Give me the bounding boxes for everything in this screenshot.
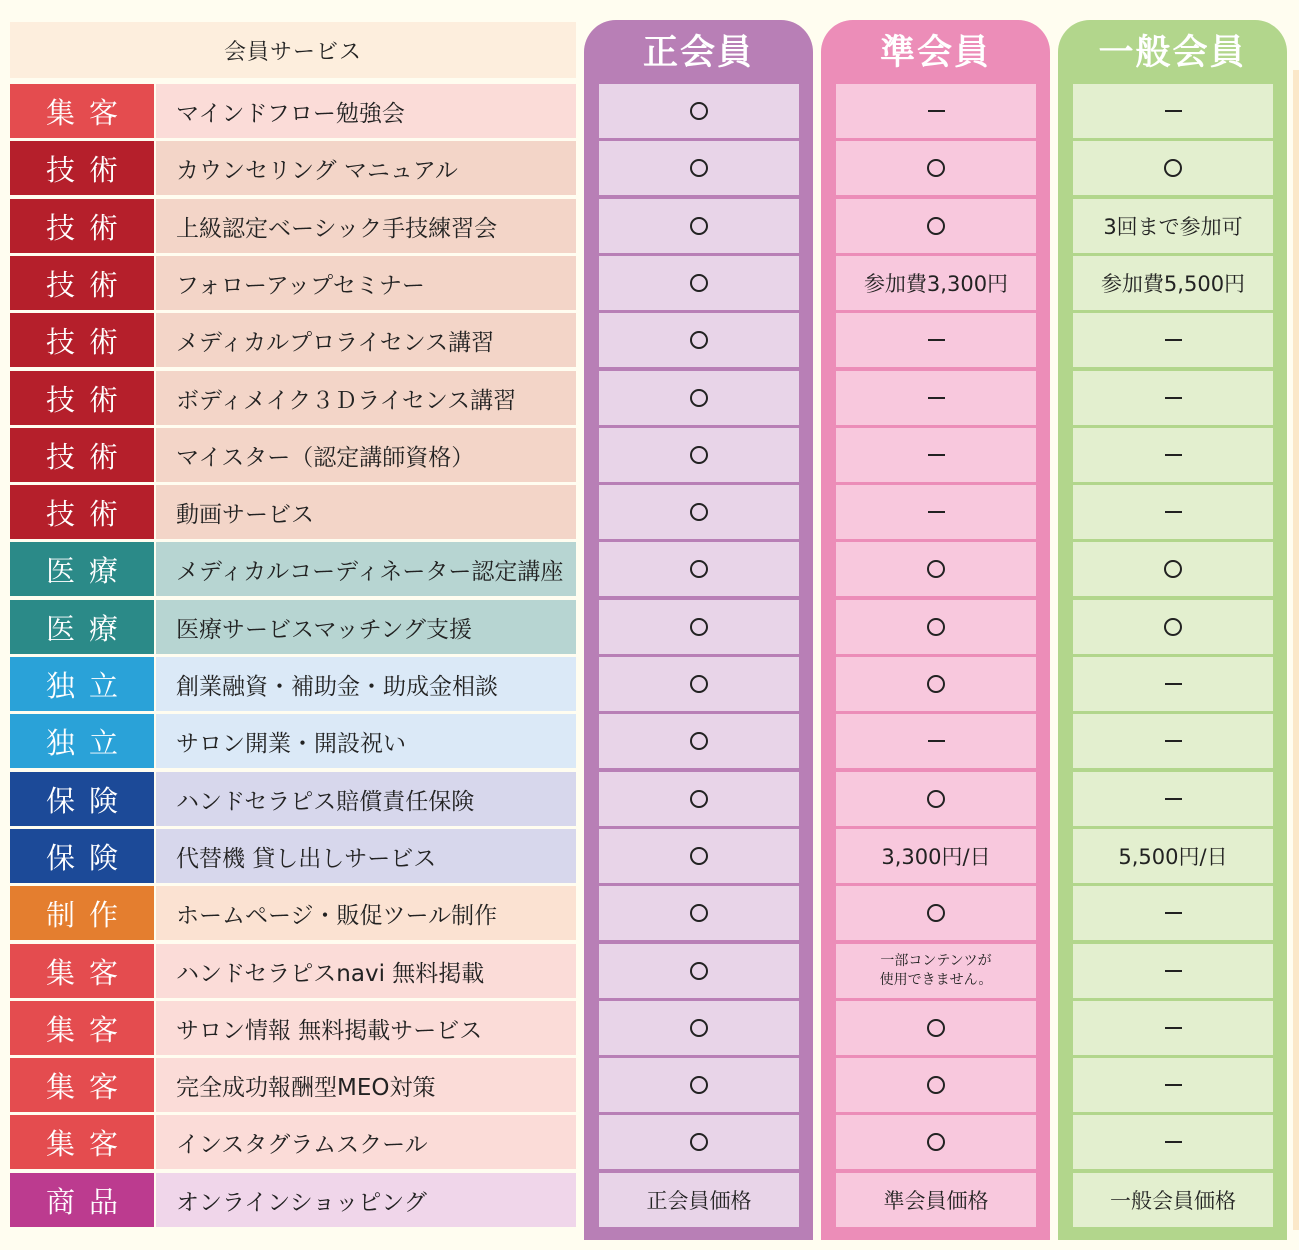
circle-mark-icon — [927, 675, 945, 693]
service-name: 動画サービス — [156, 485, 576, 539]
service-name: マインドフロー勉強会 — [156, 84, 576, 138]
decorative-strip — [1293, 70, 1299, 1230]
category-label: 医療 — [10, 542, 154, 596]
cell-general-available — [1073, 141, 1273, 195]
circle-mark-icon — [690, 675, 708, 693]
cell-general-available — [1073, 542, 1273, 596]
service-name: マイスター（認定講師資格） — [156, 428, 576, 482]
circle-mark-icon — [690, 560, 708, 578]
circle-mark-icon — [690, 102, 708, 120]
cell-general-unavailable — [1073, 772, 1273, 826]
service-name: 医療サービスマッチング支援 — [156, 600, 576, 654]
service-name: サロン情報 無料掲載サービス — [156, 1001, 576, 1055]
circle-mark-icon — [1164, 159, 1182, 177]
category-label: 技術 — [10, 256, 154, 310]
category-label: 技術 — [10, 428, 154, 482]
circle-mark-icon — [927, 1019, 945, 1037]
cell-assoc-text: 3,300円/日 — [836, 829, 1036, 883]
category-label: 技術 — [10, 141, 154, 195]
dash-mark-icon — [1165, 511, 1182, 513]
dash-mark-icon — [1165, 339, 1182, 341]
service-name: 創業融資・補助金・助成金相談 — [156, 657, 576, 711]
category-label: 集客 — [10, 1115, 154, 1169]
cell-assoc-unavailable — [836, 84, 1036, 138]
cell-full-available — [599, 600, 799, 654]
cell-assoc-text: 参加費3,300円 — [836, 256, 1036, 310]
service-name: メディカルプロライセンス講習 — [156, 313, 576, 367]
dash-mark-icon — [1165, 397, 1182, 399]
circle-mark-icon — [690, 1076, 708, 1094]
cell-general-unavailable — [1073, 313, 1273, 367]
circle-mark-icon — [927, 159, 945, 177]
dash-mark-icon — [928, 397, 945, 399]
dash-mark-icon — [928, 740, 945, 742]
service-name: オンラインショッピング — [156, 1173, 576, 1227]
cell-full-available — [599, 1058, 799, 1112]
category-label: 独立 — [10, 657, 154, 711]
cell-general-text: 5,500円/日 — [1073, 829, 1273, 883]
cell-general-unavailable — [1073, 371, 1273, 425]
circle-mark-icon — [1164, 618, 1182, 636]
service-name: カウンセリング マニュアル — [156, 141, 576, 195]
circle-mark-icon — [690, 732, 708, 750]
cell-general-text: 参加費5,500円 — [1073, 256, 1273, 310]
cell-assoc-unavailable — [836, 371, 1036, 425]
circle-mark-icon — [1164, 560, 1182, 578]
dash-mark-icon — [928, 339, 945, 341]
cell-full-available — [599, 714, 799, 768]
dash-mark-icon — [928, 110, 945, 112]
circle-mark-icon — [690, 217, 708, 235]
cell-general-unavailable — [1073, 944, 1273, 998]
cell-full-available — [599, 542, 799, 596]
service-name: ハンドセラピスnavi 無料掲載 — [156, 944, 576, 998]
cell-full-available — [599, 313, 799, 367]
category-label: 技術 — [10, 371, 154, 425]
cell-assoc-available — [836, 1058, 1036, 1112]
cell-full-available — [599, 485, 799, 539]
cell-assoc-unavailable — [836, 485, 1036, 539]
cell-general-unavailable — [1073, 428, 1273, 482]
category-label: 制作 — [10, 886, 154, 940]
circle-mark-icon — [690, 503, 708, 521]
dash-mark-icon — [1165, 1027, 1182, 1029]
cell-assoc-available — [836, 657, 1036, 711]
service-name: 代替機 貸し出しサービス — [156, 829, 576, 883]
dash-mark-icon — [928, 511, 945, 513]
circle-mark-icon — [690, 790, 708, 808]
circle-mark-icon — [690, 904, 708, 922]
header-service-label: 会員サービス — [223, 39, 362, 65]
cell-full-available — [599, 829, 799, 883]
circle-mark-icon — [927, 904, 945, 922]
dash-mark-icon — [1165, 970, 1182, 972]
service-name: ホームページ・販促ツール制作 — [156, 886, 576, 940]
cell-general-unavailable — [1073, 1001, 1273, 1055]
circle-mark-icon — [927, 560, 945, 578]
cell-assoc-unavailable — [836, 428, 1036, 482]
service-name: メディカルコーディネーター認定講座 — [156, 542, 576, 596]
cell-assoc-available — [836, 600, 1036, 654]
service-name: フォローアップセミナー — [156, 256, 576, 310]
dash-mark-icon — [1165, 798, 1182, 800]
circle-mark-icon — [927, 217, 945, 235]
category-label: 技術 — [10, 485, 154, 539]
cell-assoc-unavailable — [836, 313, 1036, 367]
circle-mark-icon — [690, 1133, 708, 1151]
cell-general-unavailable — [1073, 886, 1273, 940]
cell-full-available — [599, 371, 799, 425]
circle-mark-icon — [927, 790, 945, 808]
cell-full-available — [599, 657, 799, 711]
cell-full-available — [599, 141, 799, 195]
cell-assoc-available — [836, 199, 1036, 253]
cell-general-unavailable — [1073, 714, 1273, 768]
category-label: 集客 — [10, 1001, 154, 1055]
circle-mark-icon — [927, 1133, 945, 1151]
category-label: 保険 — [10, 772, 154, 826]
cell-full-available — [599, 1115, 799, 1169]
dash-mark-icon — [1165, 454, 1182, 456]
circle-mark-icon — [690, 618, 708, 636]
cell-assoc-available — [836, 886, 1036, 940]
circle-mark-icon — [927, 1076, 945, 1094]
column-title-full: 正会員 — [642, 33, 754, 73]
cell-full-available — [599, 84, 799, 138]
cell-assoc-available — [836, 141, 1036, 195]
cell-assoc-available — [836, 772, 1036, 826]
category-label: 独立 — [10, 714, 154, 768]
service-name: ボディメイク３Ｄライセンス講習 — [156, 371, 576, 425]
cell-general-available — [1073, 600, 1273, 654]
dash-mark-icon — [1165, 110, 1182, 112]
dash-mark-icon — [928, 454, 945, 456]
cell-assoc-unavailable — [836, 714, 1036, 768]
category-label: 保険 — [10, 829, 154, 883]
cell-general-text: 一般会員価格 — [1073, 1173, 1273, 1227]
circle-mark-icon — [690, 847, 708, 865]
circle-mark-icon — [690, 331, 708, 349]
cell-full-available — [599, 256, 799, 310]
column-title-general: 一般会員 — [1098, 33, 1247, 73]
column-title-assoc: 準会員 — [879, 33, 991, 73]
category-label: 商品 — [10, 1173, 154, 1227]
cell-assoc-text: 準会員価格 — [836, 1173, 1036, 1227]
cell-general-unavailable — [1073, 1115, 1273, 1169]
cell-general-text: 3回まで参加可 — [1073, 199, 1273, 253]
table-header-service — [10, 22, 576, 78]
service-name: インスタグラムスクール — [156, 1115, 576, 1169]
cell-assoc-text: 一部コンテンツが 使用できません。 — [836, 944, 1036, 998]
dash-mark-icon — [1165, 1084, 1182, 1086]
cell-general-unavailable — [1073, 1058, 1273, 1112]
service-name: 完全成功報酬型MEO対策 — [156, 1058, 576, 1112]
cell-full-available — [599, 428, 799, 482]
circle-mark-icon — [690, 274, 708, 292]
cell-general-unavailable — [1073, 84, 1273, 138]
circle-mark-icon — [927, 618, 945, 636]
cell-full-text: 正会員価格 — [599, 1173, 799, 1227]
circle-mark-icon — [690, 446, 708, 464]
category-label: 集客 — [10, 84, 154, 138]
dash-mark-icon — [1165, 912, 1182, 914]
circle-mark-icon — [690, 962, 708, 980]
service-name: 上級認定ベーシック手技練習会 — [156, 199, 576, 253]
circle-mark-icon — [690, 159, 708, 177]
circle-mark-icon — [690, 1019, 708, 1037]
cell-full-available — [599, 944, 799, 998]
cell-assoc-available — [836, 1115, 1036, 1169]
cell-assoc-available — [836, 542, 1036, 596]
cell-general-unavailable — [1073, 657, 1273, 711]
category-label: 集客 — [10, 1058, 154, 1112]
cell-general-unavailable — [1073, 485, 1273, 539]
circle-mark-icon — [690, 389, 708, 407]
cell-assoc-available — [836, 1001, 1036, 1055]
service-name: サロン開業・開設祝い — [156, 714, 576, 768]
category-label: 技術 — [10, 313, 154, 367]
dash-mark-icon — [1165, 740, 1182, 742]
dash-mark-icon — [1165, 1141, 1182, 1143]
category-label: 医療 — [10, 600, 154, 654]
cell-full-available — [599, 1001, 799, 1055]
service-name: ハンドセラピス賠償責任保険 — [156, 772, 576, 826]
category-label: 集客 — [10, 944, 154, 998]
cell-full-available — [599, 886, 799, 940]
cell-full-available — [599, 772, 799, 826]
dash-mark-icon — [1165, 683, 1182, 685]
cell-full-available — [599, 199, 799, 253]
category-label: 技術 — [10, 199, 154, 253]
